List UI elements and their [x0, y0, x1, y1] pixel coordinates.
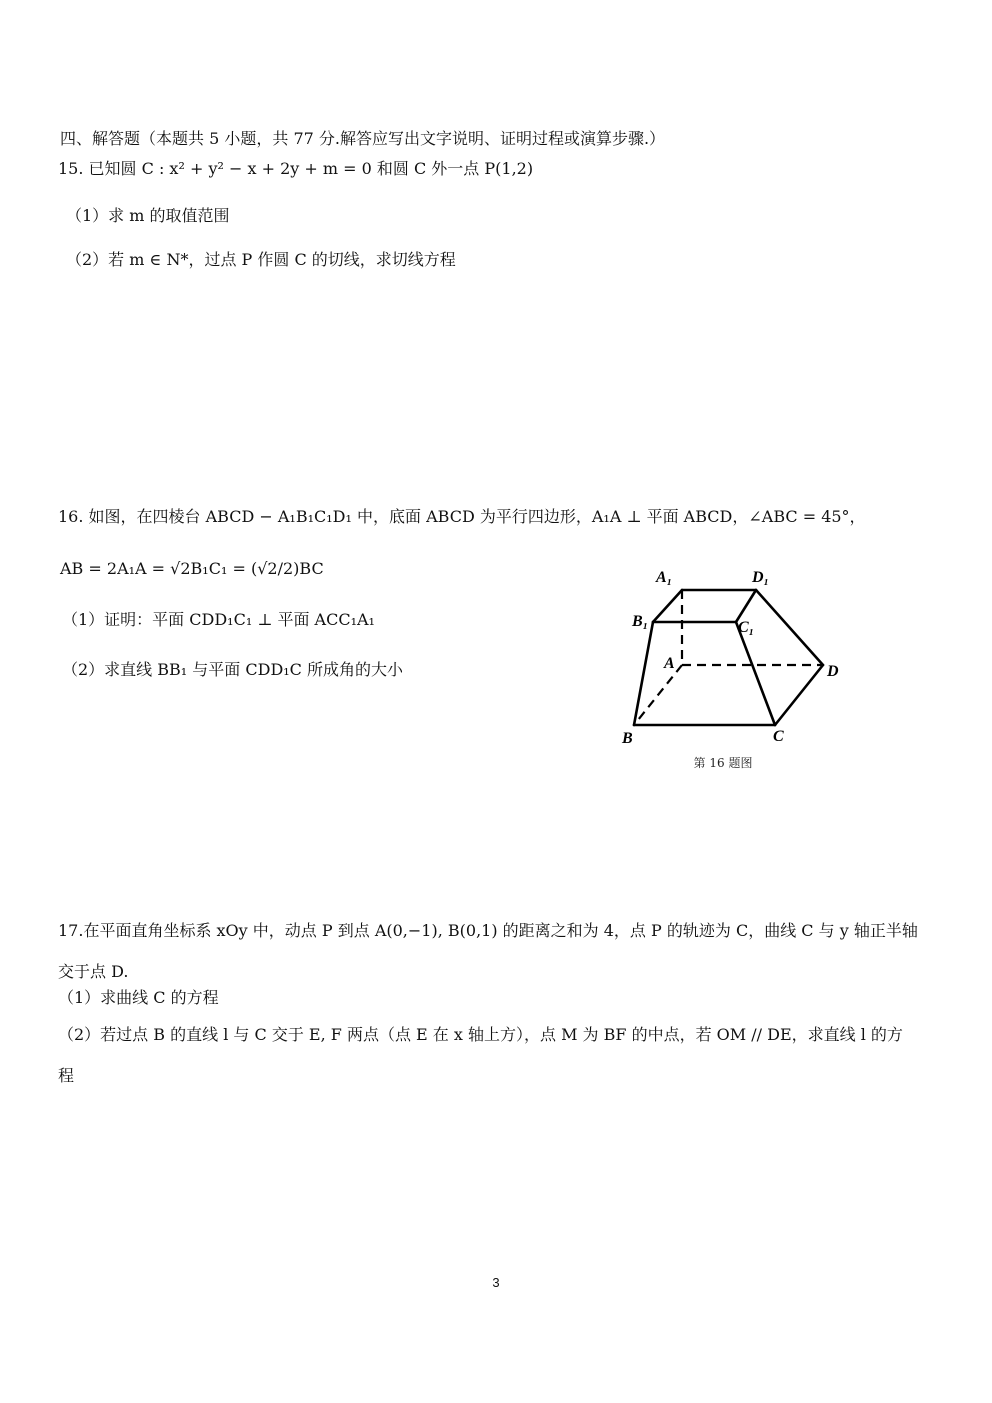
q17-part2-line1: （2）若过点 B 的直线 l 与 C 交于 E, F 两点（点 E 在 x 轴上方），点 M 为 BF 的中点，若 OM // DE，求直线 l 的方	[58, 1025, 903, 1044]
q15-stem: 15. 已知圆 C : x² + y² − x + 2y + m = 0 和圆 C 外一点 P(1,2)	[58, 159, 534, 178]
q17-part1: （1）求曲线 C 的方程	[58, 988, 219, 1007]
q16-part1: （1）证明：平面 CDD₁C₁ ⊥ 平面 ACC₁A₁	[62, 610, 375, 629]
section-header: 四、解答题（本题共 5 小题，共 77 分.解答应写出文字说明、证明过程或演算步骤.）	[60, 129, 666, 148]
q16-stem: 16. 如图，在四棱台 ABCD − A₁B₁C₁D₁ 中，底面 ABCD 为平行四边形，A₁A ⊥ 平面 ABCD，∠ABC = 45°，	[58, 507, 866, 526]
edge-B-B1	[634, 622, 653, 725]
label-C: C	[773, 728, 784, 745]
label-A: A	[664, 655, 675, 672]
edge-D-D1	[756, 590, 823, 665]
label-D1: D₁	[752, 569, 770, 586]
page-number: 3	[492, 1275, 500, 1290]
edge-B1-A1	[653, 590, 682, 622]
q15-part2: （2）若 m ∈ N*，过点 P 作圆 C 的切线，求切线方程	[66, 250, 456, 269]
edge-A-B	[634, 665, 682, 725]
q16-condition: AB = 2A₁A = √2B₁C₁ = (√2/2)BC	[60, 559, 324, 578]
edge-C1-D1	[736, 590, 756, 622]
edge-C-D	[775, 665, 823, 725]
label-C1: C₁	[738, 619, 755, 636]
q15-part1: （1）求 m 的取值范围	[66, 206, 230, 225]
label-B1: B₁	[632, 613, 649, 630]
q17-stem-line2: 交于点 D.	[58, 962, 129, 981]
label-D: D	[827, 663, 839, 680]
figure-caption: 第 16 题图	[693, 756, 753, 770]
frustum-figure	[610, 560, 850, 780]
label-B: B	[622, 730, 633, 747]
q16-part2: （2）求直线 BB₁ 与平面 CDD₁C 所成角的大小	[62, 660, 404, 679]
q17-part2-line2: 程	[58, 1066, 75, 1085]
q17-stem-line1: 17.在平面直角坐标系 xOy 中，动点 P 到点 A(0,−1), B(0,1) 的距离之和为 4，点 P 的轨迹为 C，曲线 C 与 y 轴正半轴	[58, 921, 918, 940]
label-A1: A₁	[656, 569, 673, 586]
edge-C-C1	[736, 622, 775, 725]
